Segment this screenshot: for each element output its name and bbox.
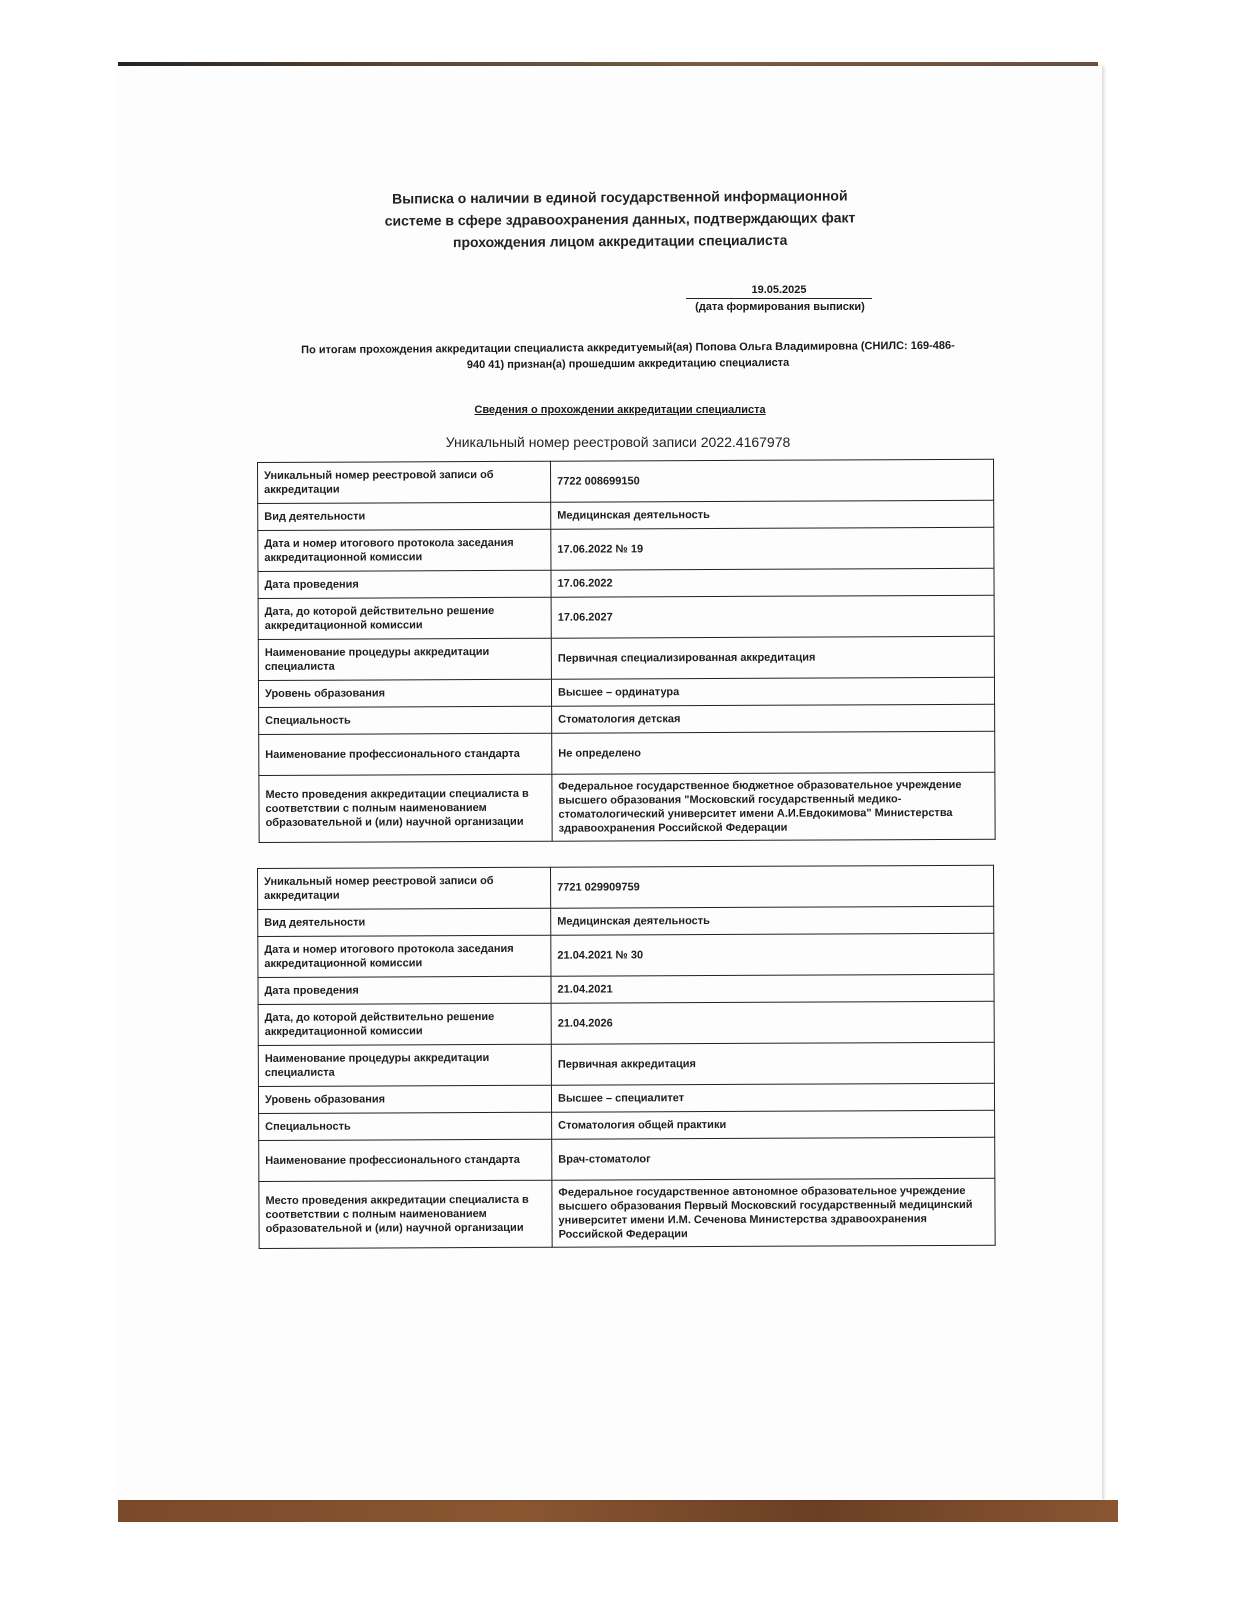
row-value: 21.04.2021 № 30 [551, 933, 994, 976]
table-row [258, 1001, 994, 1045]
row-label: Уровень образования [258, 679, 551, 707]
row-label: Дата, до которой действительно решение аккредитационной комиссии [258, 597, 551, 639]
row-value: Врач-стоматолог [552, 1137, 995, 1180]
row-label: Дата, до которой действительно решение аккредитационной комиссии [258, 1003, 551, 1045]
table-surface-bottom [118, 1500, 1118, 1522]
row-label: Дата проведения [258, 976, 551, 1004]
row-label: Наименование процедуры аккредитации специалиста [258, 1044, 551, 1086]
row-label: Уровень образования [258, 1085, 551, 1113]
row-label: Специальность [259, 1112, 552, 1140]
table-row [258, 677, 994, 707]
row-label: Вид деятельности [258, 502, 551, 530]
row-label: Дата проведения [258, 570, 551, 598]
table-row [259, 1110, 995, 1140]
row-value: 21.04.2021 [551, 974, 994, 1003]
table-row [258, 906, 994, 936]
table-row [258, 459, 994, 503]
row-label: Наименование процедуры аккредитации специалиста [258, 638, 551, 680]
row-value: Высшее – специалитет [551, 1083, 994, 1112]
row-value: Стоматология детская [552, 704, 995, 733]
table-row [259, 704, 995, 734]
table-row [258, 568, 994, 598]
row-value: Первичная аккредитация [551, 1042, 994, 1085]
table-row [259, 772, 995, 842]
table-row [258, 500, 994, 530]
intro-paragraph [258, 337, 998, 374]
row-value: Стоматология общей практики [552, 1110, 995, 1139]
accreditation-table-1 [257, 459, 996, 843]
row-value: 7722 008699150 [550, 459, 993, 502]
row-value: 21.04.2026 [551, 1001, 994, 1044]
table-row [258, 1042, 994, 1086]
row-label: Наименование профессионального стандарта [259, 733, 552, 775]
row-label: Дата и номер итогового протокола заседания аккредитационной комиссии [258, 935, 551, 977]
section-title: Сведения о прохождении аккредитации специалиста [474, 404, 766, 416]
table-row [258, 527, 994, 571]
table-row [258, 636, 994, 680]
row-value: 7721 029909759 [550, 865, 993, 908]
row-value: Федеральное государственное бюджетное образовательное учреждение высшего образования "Московский государственный медико-стоматологический университет имени А.И.Евдокимова" Министерства здравоохранения Российской Федерации [552, 772, 995, 841]
row-value: Медицинская деятельность [551, 906, 994, 935]
table-row [258, 933, 994, 977]
accreditation-table-2 [257, 865, 996, 1249]
table-row [258, 595, 994, 639]
intro-line: По итогам прохождения аккредитации специалиста аккредитуемый(ая) Попова Ольга Владимировна (СНИЛС: 169-486- [301, 339, 955, 357]
table-row [259, 1178, 995, 1248]
row-value: Федеральное государственное автономное образовательное учреждение высшего образования Первый Московский государственный медицинский университет имени И.М. Сеченова Министерства здравоохранения Российской Федерации [552, 1178, 995, 1247]
row-label: Уникальный номер реестровой записи об аккредитации [258, 867, 551, 909]
title-line: системе в сфере здравоохранения данных, подтверждающих факт [384, 209, 856, 229]
table-row [258, 865, 994, 909]
table-row [259, 1137, 995, 1181]
issue-date: 19.05.2025 [686, 284, 872, 299]
row-label: Специальность [259, 706, 552, 734]
intro-line: 940 41) признан(а) прошедшим аккредитацию специалиста [466, 356, 790, 372]
row-value: Не определено [552, 731, 995, 774]
document-title [350, 184, 890, 254]
title-line: прохождения лицом аккредитации специалиста [452, 231, 788, 251]
title-line: Выписка о наличии в единой государственной информационной [392, 187, 848, 207]
row-label: Место проведения аккредитации специалиста в соответствии с полным наименованием образовательной и (или) научной организации [259, 774, 552, 842]
row-value: 17.06.2027 [551, 595, 994, 638]
row-value: 17.06.2022 № 19 [551, 527, 994, 570]
row-label: Вид деятельности [258, 908, 551, 936]
row-value: Высшее – ординатура [551, 677, 994, 706]
row-value: Медицинская деятельность [551, 500, 994, 529]
row-label: Место проведения аккредитации специалиста в соответствии с полным наименованием образовательной и (или) научной организации [259, 1180, 552, 1248]
row-label: Дата и номер итогового протокола заседания аккредитационной комиссии [258, 529, 551, 571]
registry-id: Уникальный номер реестровой записи 2022.4167978 [445, 434, 791, 450]
table-row [258, 974, 994, 1004]
row-label: Уникальный номер реестровой записи об аккредитации [258, 461, 551, 503]
issue-date-caption: (дата формирования выписки) [695, 301, 865, 313]
table-row [258, 1083, 994, 1113]
table-row [259, 731, 995, 775]
row-label: Наименование профессионального стандарта [259, 1139, 552, 1181]
row-value: 17.06.2022 [551, 568, 994, 597]
row-value: Первичная специализированная аккредитация [551, 636, 994, 679]
